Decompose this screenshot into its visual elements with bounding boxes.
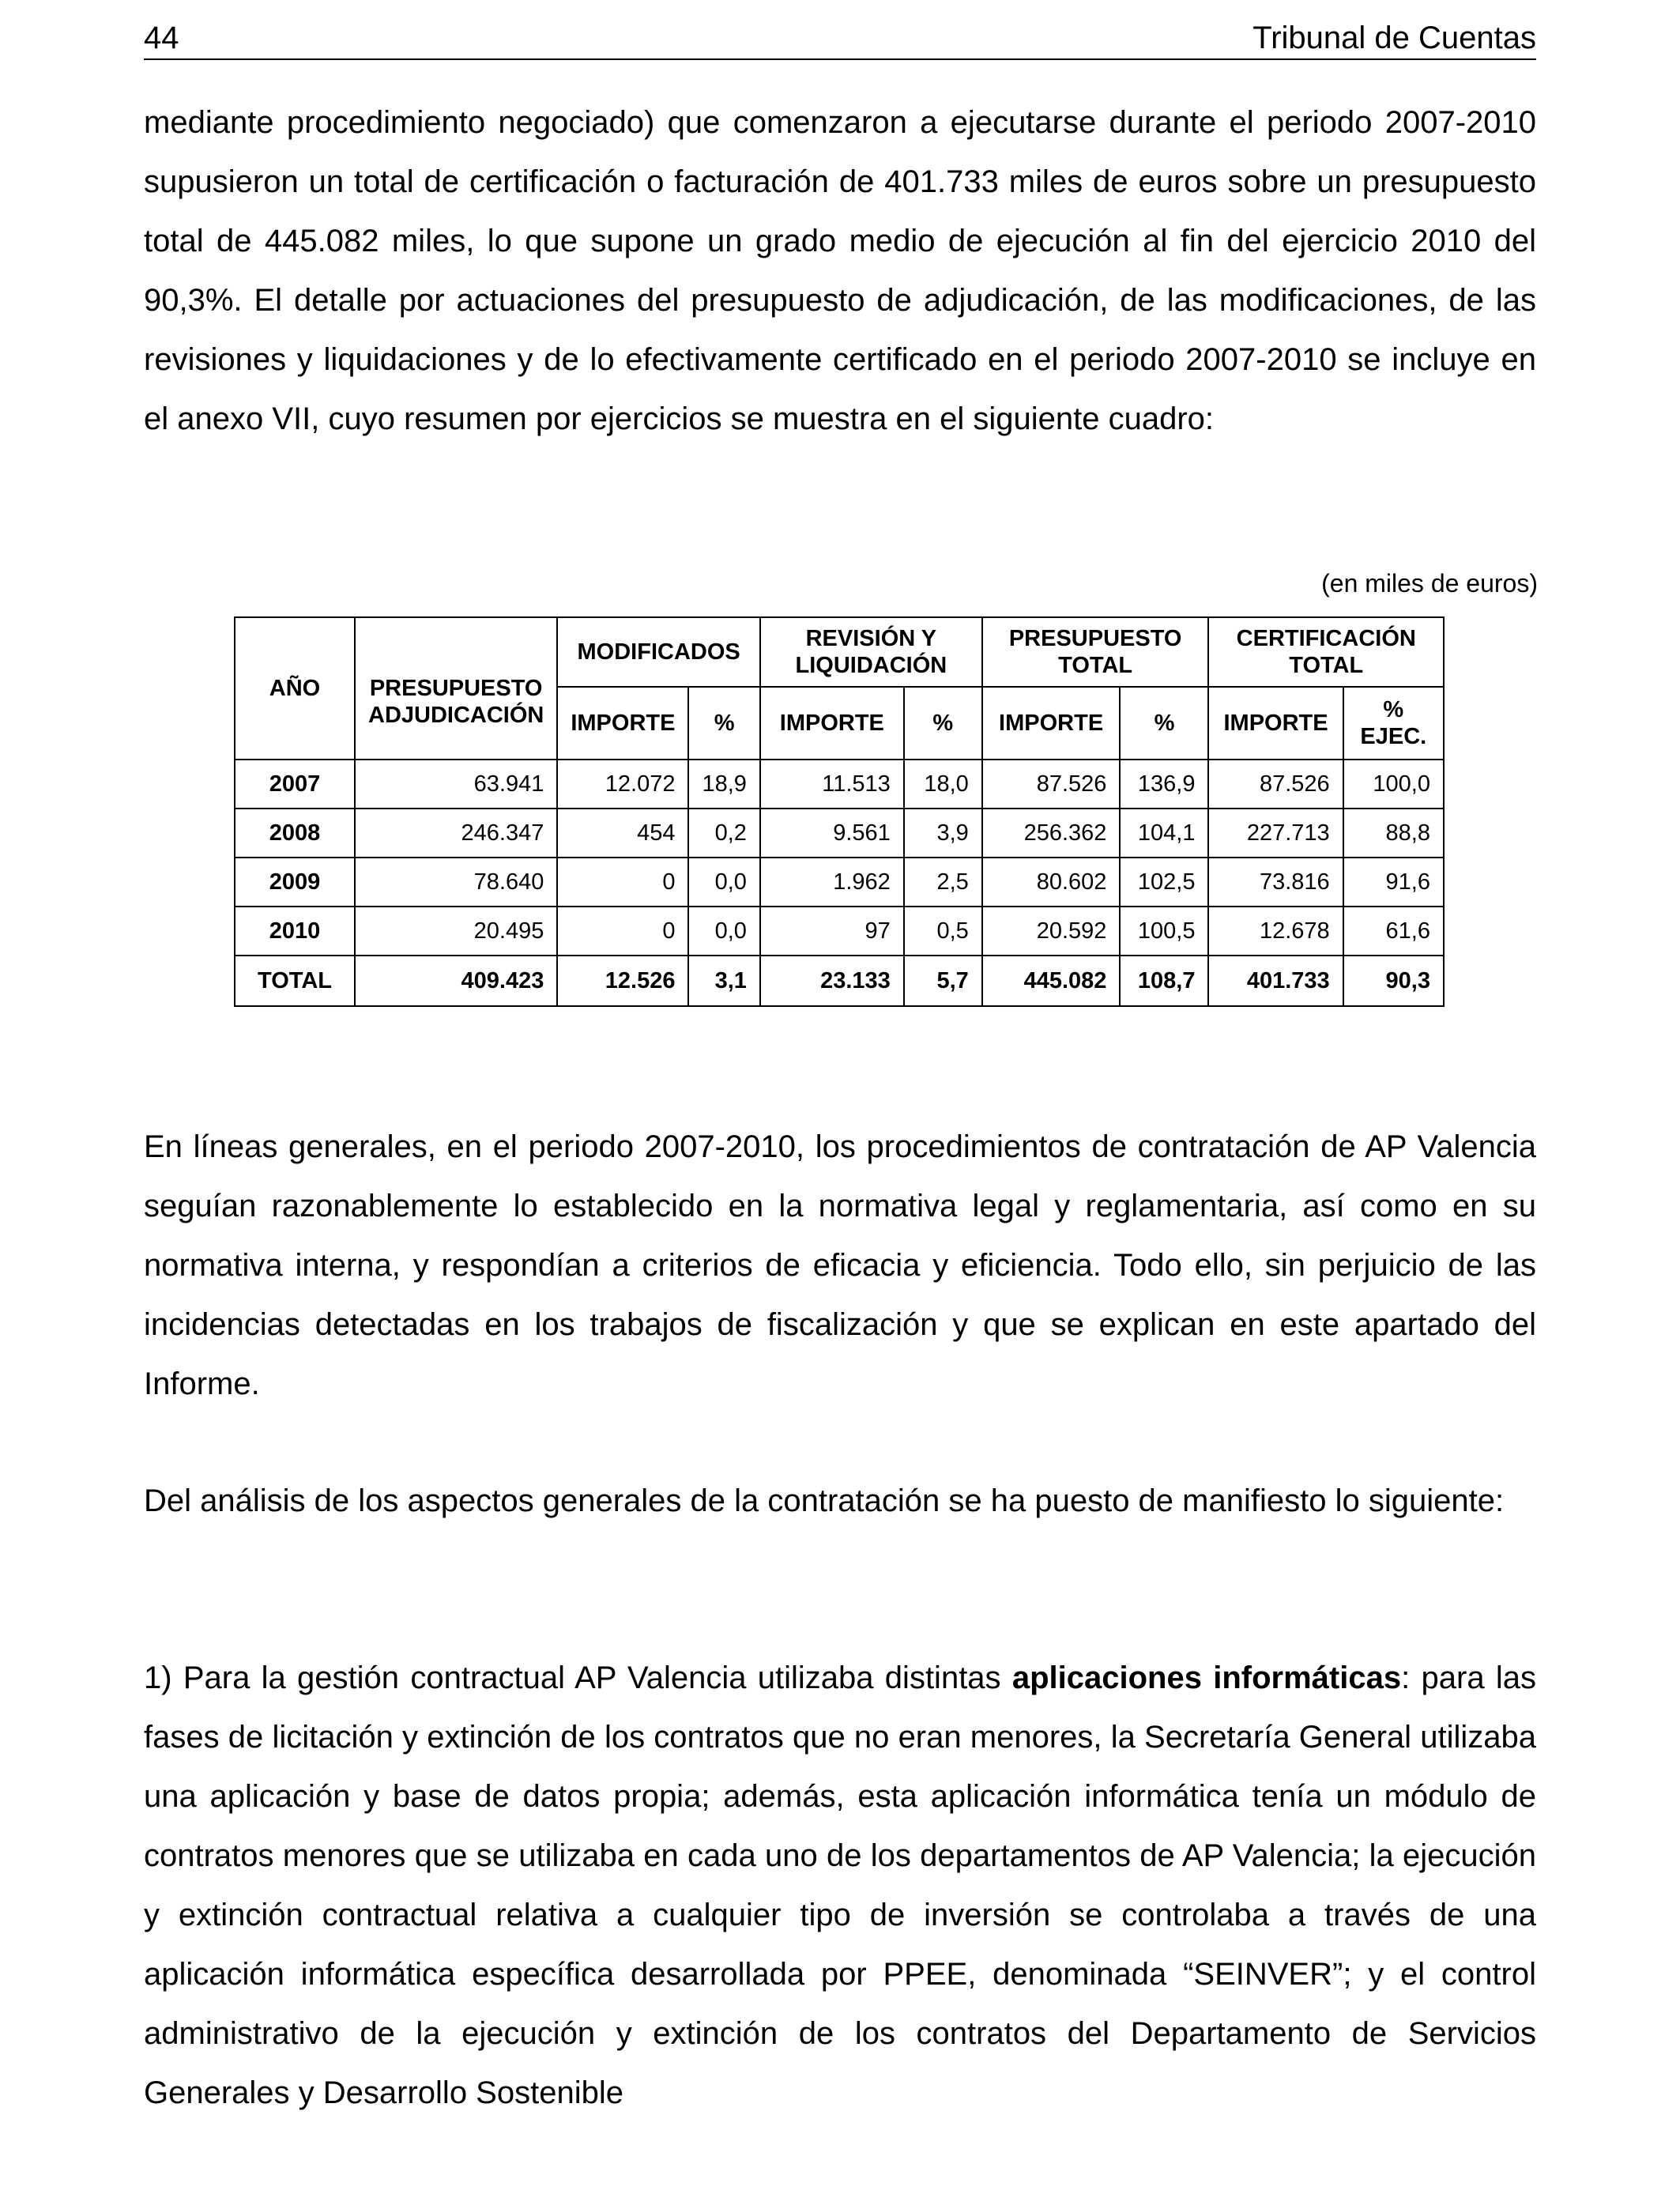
header-importe: IMPORTE: [982, 687, 1121, 760]
cell: 12.072: [557, 760, 688, 809]
cell: 3,9: [904, 809, 982, 858]
cell: 97: [760, 907, 904, 956]
cell: 23.133: [760, 956, 904, 1006]
cell: 102,5: [1120, 858, 1208, 907]
cell: 246.347: [355, 809, 557, 858]
cell: 0,0: [688, 858, 759, 907]
cell: 1.962: [760, 858, 904, 907]
cell: 2,5: [904, 858, 982, 907]
header-importe: IMPORTE: [1208, 687, 1343, 760]
bold-term: aplicaciones informáticas: [1011, 1661, 1402, 1695]
header-pct: %: [1120, 687, 1208, 760]
header-budget-award: PRESUPUESTO ADJUDICACIÓN: [355, 617, 557, 760]
header-pct-exec: % EJEC.: [1343, 687, 1444, 760]
cell: 454: [557, 809, 688, 858]
table-row: [235, 809, 1444, 858]
cell: 18,9: [688, 760, 759, 809]
cell: 256.362: [982, 809, 1121, 858]
table-row: [235, 907, 1444, 956]
cell: 88,8: [1343, 809, 1444, 858]
paragraph-general: En líneas generales, en el periodo 2007-2010, los procedimientos de contratación de AP Valencia seguían razonablemente lo establecido en la normativa legal y reglamentaria, así como en su normativa interna, y respondían a criterios de eficacia y eficiencia. Todo ello, sin perjuicio de las incidencias detectadas en los trabajos de fiscalización y que se explican en este apartado del Informe.: [144, 1129, 1536, 1401]
cell: 104,1: [1120, 809, 1208, 858]
header-pct: %: [688, 687, 759, 760]
cell: 227.713: [1208, 809, 1343, 858]
table-row: [235, 858, 1444, 907]
table-row: [235, 760, 1444, 809]
header-year: AÑO: [235, 617, 355, 760]
cell: 78.640: [355, 858, 557, 907]
cell: 0: [557, 907, 688, 956]
paragraph-analysis: Del análisis de los aspectos generales de la contratación se ha puesto de manifiesto lo siguiente:: [144, 1483, 1505, 1518]
cell-year: 2009: [235, 858, 355, 907]
cell: 0,0: [688, 907, 759, 956]
table-units-note: (en miles de euros): [1321, 569, 1538, 598]
cell: 87.526: [1208, 760, 1343, 809]
cell: 9.561: [760, 809, 904, 858]
cell: 136,9: [1120, 760, 1208, 809]
cell: 80.602: [982, 858, 1121, 907]
budget-summary-table: [234, 616, 1445, 1007]
cell-year: 2007: [235, 760, 355, 809]
cell-year: 2010: [235, 907, 355, 956]
cell: 0,2: [688, 809, 759, 858]
cell: 61,6: [1343, 907, 1444, 956]
header-total-budget: PRESUPUESTO TOTAL: [982, 617, 1209, 687]
header-certification: CERTIFICACIÓN TOTAL: [1208, 617, 1444, 687]
text-span: : para las fases de licitación y extinción de los contratos que no eran menores, la Secretaría General utilizaba una aplicación y base de datos propia; además, esta aplicación informática tenía un módulo de contratos menores que se utilizaba en cada uno de los departamentos de AP Valencia; la ejecución y extinción contractual relativa a cualquier tipo de inversión se controlaba a través de una aplicación informática específica desarrollada por PPEE, denominada “SEINVER”; y el control administrativo de la ejecución y extinción de los contratos del Departamento de Servicios Generales y Desarrollo Sostenible: [144, 1661, 1536, 2110]
cell: 18,0: [904, 760, 982, 809]
header-pct: %: [904, 687, 982, 760]
page-number: 44: [144, 21, 179, 55]
cell: 12.678: [1208, 907, 1343, 956]
running-title: Tribunal de Cuentas: [1252, 21, 1536, 55]
cell: 100,0: [1343, 760, 1444, 809]
text-span: 1) Para la gestión contractual AP Valencia utilizaba distintas: [144, 1661, 1012, 1695]
cell: 11.513: [760, 760, 904, 809]
cell: 5,7: [904, 956, 982, 1006]
header-modified: MODIFICADOS: [557, 617, 760, 687]
page-header: [144, 17, 1536, 60]
cell-year: 2008: [235, 809, 355, 858]
table-total-row: [235, 956, 1444, 1006]
cell: 100,5: [1120, 907, 1208, 956]
cell: 3,1: [688, 956, 759, 1006]
cell-total-label: TOTAL: [235, 956, 355, 1006]
cell: 91,6: [1343, 858, 1444, 907]
header-revision: REVISIÓN Y LIQUIDACIÓN: [760, 617, 982, 687]
cell: 12.526: [557, 956, 688, 1006]
cell: 0: [557, 858, 688, 907]
cell: 401.733: [1208, 956, 1343, 1006]
cell: 63.941: [355, 760, 557, 809]
cell: 108,7: [1120, 956, 1208, 1006]
paragraph-applications: [144, 1649, 1536, 2123]
cell: 445.082: [982, 956, 1121, 1006]
cell: 409.423: [355, 956, 557, 1006]
paragraph-intro: mediante procedimiento negociado) que comenzaron a ejecutarse durante el periodo 2007-2010 supusieron un total de certificación o facturación de 401.733 miles de euros sobre un presupuesto total de 445.082 miles, lo que supone un grado medio de ejecución al fin del ejercicio 2010 del 90,3%. El detalle por actuaciones del presupuesto de adjudicación, de las modificaciones, de las revisiones y liquidaciones y de lo efectivamente certificado en el periodo 2007-2010 se incluye en el anexo VII, cuyo resumen por ejercicios se muestra en el siguiente cuadro:: [144, 105, 1536, 436]
header-importe: IMPORTE: [557, 687, 688, 760]
cell: 0,5: [904, 907, 982, 956]
cell: 90,3: [1343, 956, 1444, 1006]
cell: 87.526: [982, 760, 1121, 809]
header-importe: IMPORTE: [760, 687, 904, 760]
cell: 73.816: [1208, 858, 1343, 907]
cell: 20.495: [355, 907, 557, 956]
cell: 20.592: [982, 907, 1121, 956]
